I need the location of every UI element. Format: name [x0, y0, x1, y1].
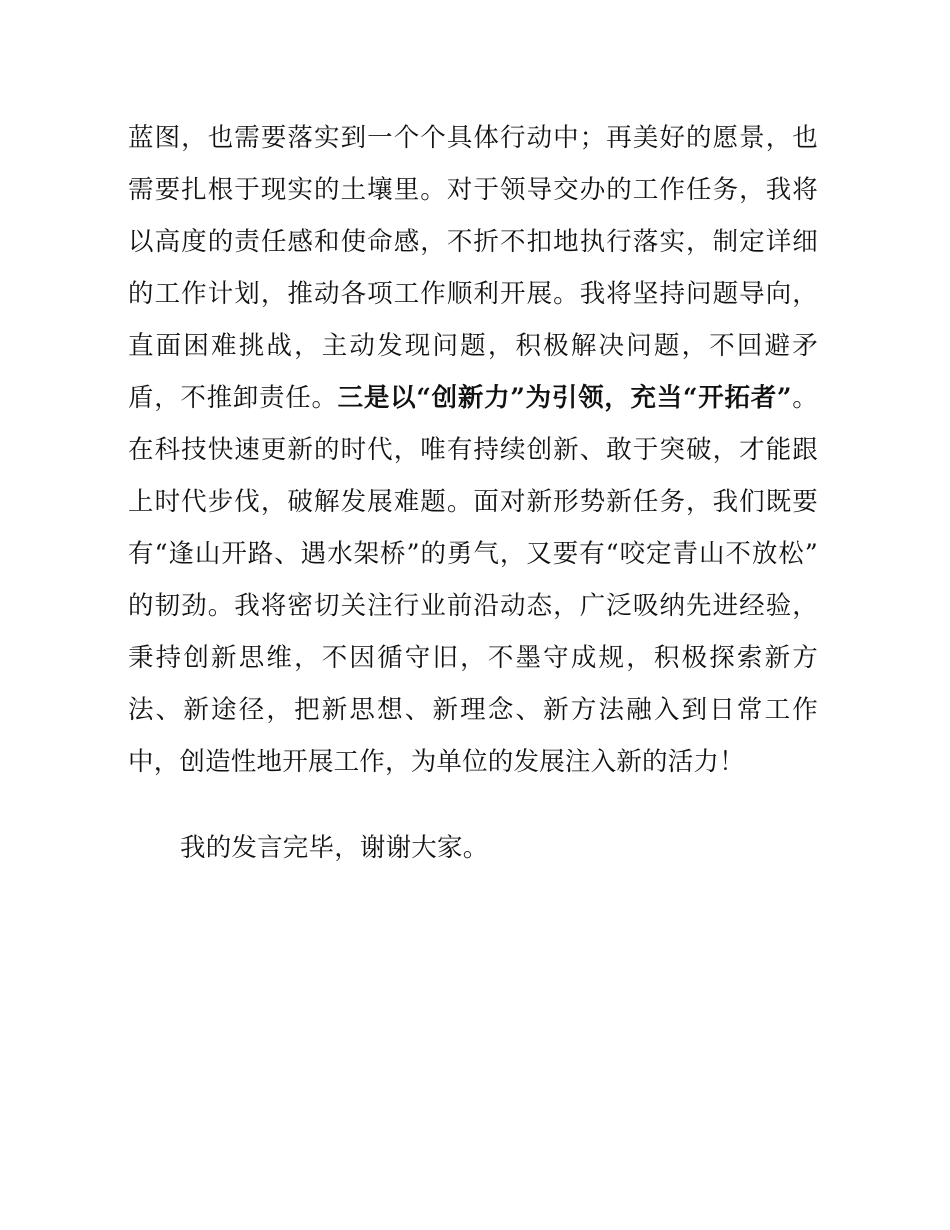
paragraph-closing-text: 我的发言完毕，谢谢大家。	[180, 833, 489, 863]
paragraph-closing	[128, 822, 818, 874]
paragraph-main	[128, 112, 818, 788]
document-body	[128, 112, 818, 874]
paragraph-main-segment-2: 。在科技快速更新的时代，唯有持续创新、敢于突破，才能跟上时代步伐，破解发展难题。面对新形势新任务，我们既要有“逢山开路、遇水架桥”的勇气，又要有“咬定青山不放松”的韧劲。我将密切关注行业前沿动态，广泛吸纳先进经验，秉持创新思维，不因循守旧，不墨守成规，积极探索新方法、新途径，把新思想、新理念、新方法融入到日常工作中，创造性地开展工作，为单位的发展注入新的活力！	[128, 383, 818, 777]
paragraph-main-segment-1: 蓝图，也需要落实到一个个具体行动中；再美好的愿景，也需要扎根于现实的土壤里。对于领导交办的工作任务，我将以高度的责任感和使命感，不折不扣地执行落实，制定详细的工作计划，推动各项工作顺利开展。我将坚持问题导向，直面困难挑战，主动发现问题，积极解决问题，不回避矛盾，不推卸责任。	[128, 123, 818, 413]
paragraph-main-bold-heading: 三是以“创新力”为引领，充当“开拓者”	[337, 383, 792, 413]
